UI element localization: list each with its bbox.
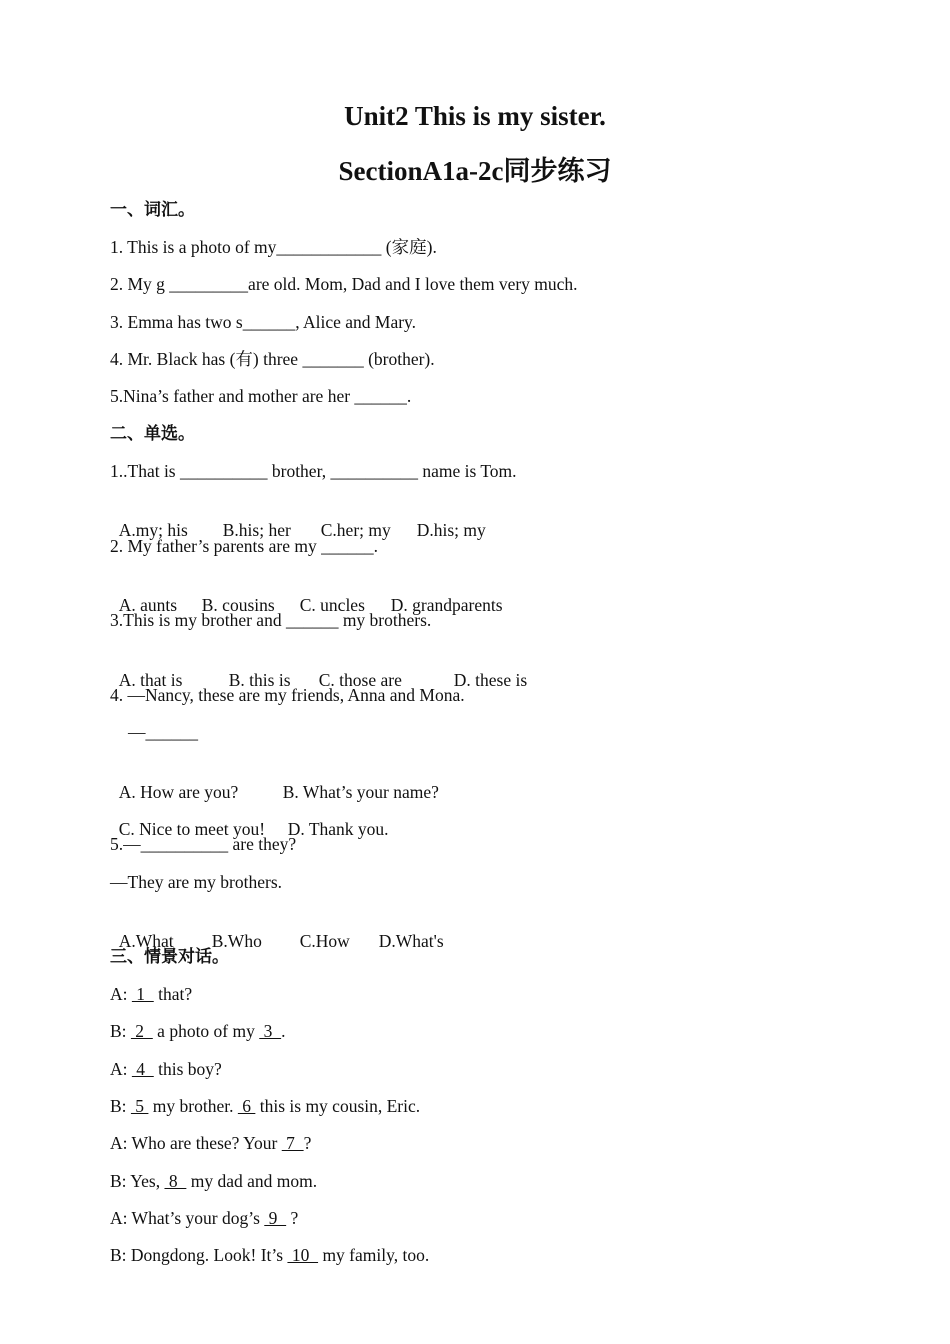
option: B. this is	[228, 670, 291, 690]
dialog-text: .	[281, 1021, 286, 1041]
dialog-line	[110, 1132, 311, 1154]
option: D. these is	[453, 670, 528, 690]
dialog-text: A: Who are these? Your	[110, 1133, 282, 1153]
page-subtitle: SectionA1a-2c同步练习	[338, 156, 612, 186]
option: D.What's	[378, 931, 444, 951]
dialog-text: my family, too.	[318, 1245, 430, 1265]
dialog-text: B:	[110, 1021, 131, 1041]
section-heading-dialog: 三、情景对话。	[110, 947, 229, 967]
section-heading-choice: 二、单选。	[110, 424, 195, 444]
blank: 9	[264, 1208, 287, 1228]
answer-line: —______	[128, 722, 198, 742]
option: D. grandparents	[390, 595, 503, 615]
dialog-text: B: Dongdong. Look! It’s	[110, 1245, 288, 1265]
option: C. uncles	[299, 595, 365, 615]
dialog-text: A: What’s your dog’s	[110, 1208, 265, 1228]
vocab-item: 1. This is a photo of my____________ (家庭).	[110, 237, 437, 257]
dialog-line	[110, 1207, 298, 1229]
vocab-item: 4. Mr. Black has (有) three _______ (brother).	[110, 349, 435, 369]
dialog-line	[110, 1170, 317, 1192]
option: D. Thank you.	[287, 819, 389, 839]
option: B. cousins	[201, 595, 275, 615]
section-heading-vocab: 一、词汇。	[110, 200, 195, 220]
dialog-line	[110, 1244, 429, 1266]
vocab-item: 2. My g _________are old. Mom, Dad and I love them very much.	[110, 274, 578, 294]
dialog-text: my brother.	[148, 1096, 238, 1116]
dialog-text: ?	[286, 1208, 299, 1228]
option: C.her; my	[320, 520, 391, 540]
question-text: 5.—__________ are they?	[110, 834, 297, 854]
blank: 6	[237, 1096, 256, 1116]
option: A. How are you?	[118, 782, 239, 802]
option: A. aunts	[118, 595, 178, 615]
blank: 7	[281, 1133, 304, 1153]
blank: 8	[164, 1171, 187, 1191]
vocab-item: 3. Emma has two s______, Alice and Mary.	[110, 312, 417, 332]
dialog-text: that?	[153, 984, 193, 1004]
blank: 4	[131, 1059, 154, 1079]
option: C. those are	[318, 670, 402, 690]
blank: 1	[131, 984, 154, 1004]
question-text: 2. My father’s parents are my ______.	[110, 536, 378, 556]
dialog-line	[110, 1020, 286, 1042]
option: D.his; my	[416, 520, 486, 540]
question-text: 4. —Nancy, these are my friends, Anna and Mona.	[110, 685, 465, 705]
answer-line: —They are my brothers.	[110, 872, 283, 892]
dialog-text: B: Yes,	[110, 1171, 165, 1191]
blank: 3	[259, 1021, 282, 1041]
page-title: Unit2 This is my sister.	[344, 101, 606, 131]
blank: 5	[130, 1096, 149, 1116]
option: B. What’s your name?	[282, 782, 439, 802]
option: A.What	[118, 931, 174, 951]
dialog-text: ?	[303, 1133, 312, 1153]
option: B.Who	[211, 931, 262, 951]
dialog-text: A:	[110, 984, 132, 1004]
blank: 10	[287, 1245, 319, 1265]
dialog-text: A:	[110, 1059, 132, 1079]
option: A.my; his	[118, 520, 188, 540]
question-text: 1..That is __________ brother, __________ name is Tom.	[110, 461, 517, 481]
option: A. that is	[118, 670, 183, 690]
dialog-text: my dad and mom.	[186, 1171, 318, 1191]
dialog-text: a photo of my	[152, 1021, 260, 1041]
dialog-line	[110, 1095, 420, 1117]
vocab-item: 5.Nina’s father and mother are her ______.	[110, 386, 412, 406]
blank: 2	[130, 1021, 153, 1041]
question-text: 3.This is my brother and ______ my brothers.	[110, 610, 432, 630]
dialog-text: this boy?	[153, 1059, 222, 1079]
dialog-line	[110, 1058, 222, 1080]
option: B.his; her	[222, 520, 291, 540]
option: C. Nice to meet you!	[118, 819, 266, 839]
dialog-line	[110, 983, 192, 1005]
dialog-text: this is my cousin, Eric.	[255, 1096, 421, 1116]
option: C.How	[299, 931, 350, 951]
dialog-text: B:	[110, 1096, 131, 1116]
